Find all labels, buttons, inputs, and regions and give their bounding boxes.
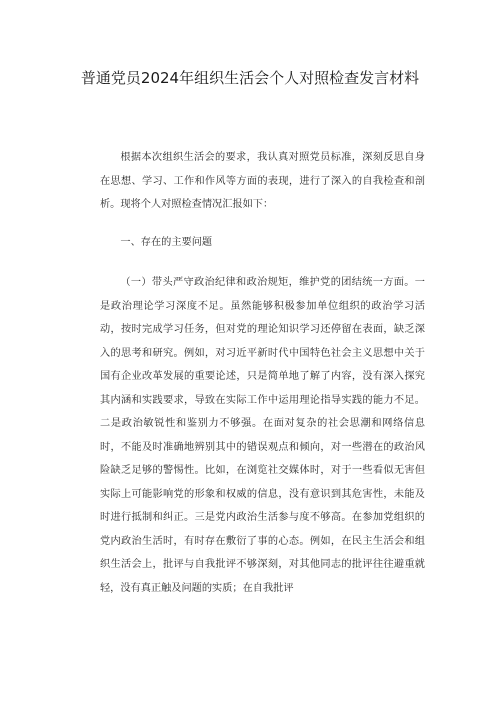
section-one-paragraph: （一）带头严守政治纪律和政治规矩，维护党的团结统一方面。一是政治理论学习深度不足。虽然能够积极参加单位组织的政治学习活动，按时完成学习任务，但对党的理论知识学习还停留在表面，缺乏深入的思考和研究。例如，对习近平新时代中国特色社会主义思想中关于国有企业改革发展的重要论述，只是简单地了解了内容，没有深入探究其内涵和实践要求，导致在实际工作中运用理论指导实践的能力不足。二是政治敏锐性和鉴别力不够强。在面对复杂的社会思潮和网络信息时，不能及时准确地辨别其中的错误观点和倾向，对一些潜在的政治风险缺乏足够的警惕性。比如，在浏览社交媒体时，对于一些看似无害但实际上可能影响党的形象和权威的信息，没有意识到其危害性，未能及时进行抵制和纠正。三是党内政治生活参与度不够高。在参加党组织的党内政治生活时，有时存在敷衍了事的心态。例如，在民主生活会和组织生活会上，批评与自我批评不够深刻，对其他同志的批评往往避重就轻，没有真正触及问题的实质；在自我批评 xyxy=(100,277,425,594)
intro-paragraph: 根据本次组织生活会的要求，我认真对照党员标准，深刻反思自身在思想、学习、工作和作风等方面的表现，进行了深入的自我检查和剖析。现将个人对照检查情况汇报如下： xyxy=(100,152,425,210)
section-heading: 一、存在的主要问题 xyxy=(120,237,213,248)
document-title: 普通党员2024年组织生活会个人对照检查发言材料 xyxy=(80,69,420,87)
